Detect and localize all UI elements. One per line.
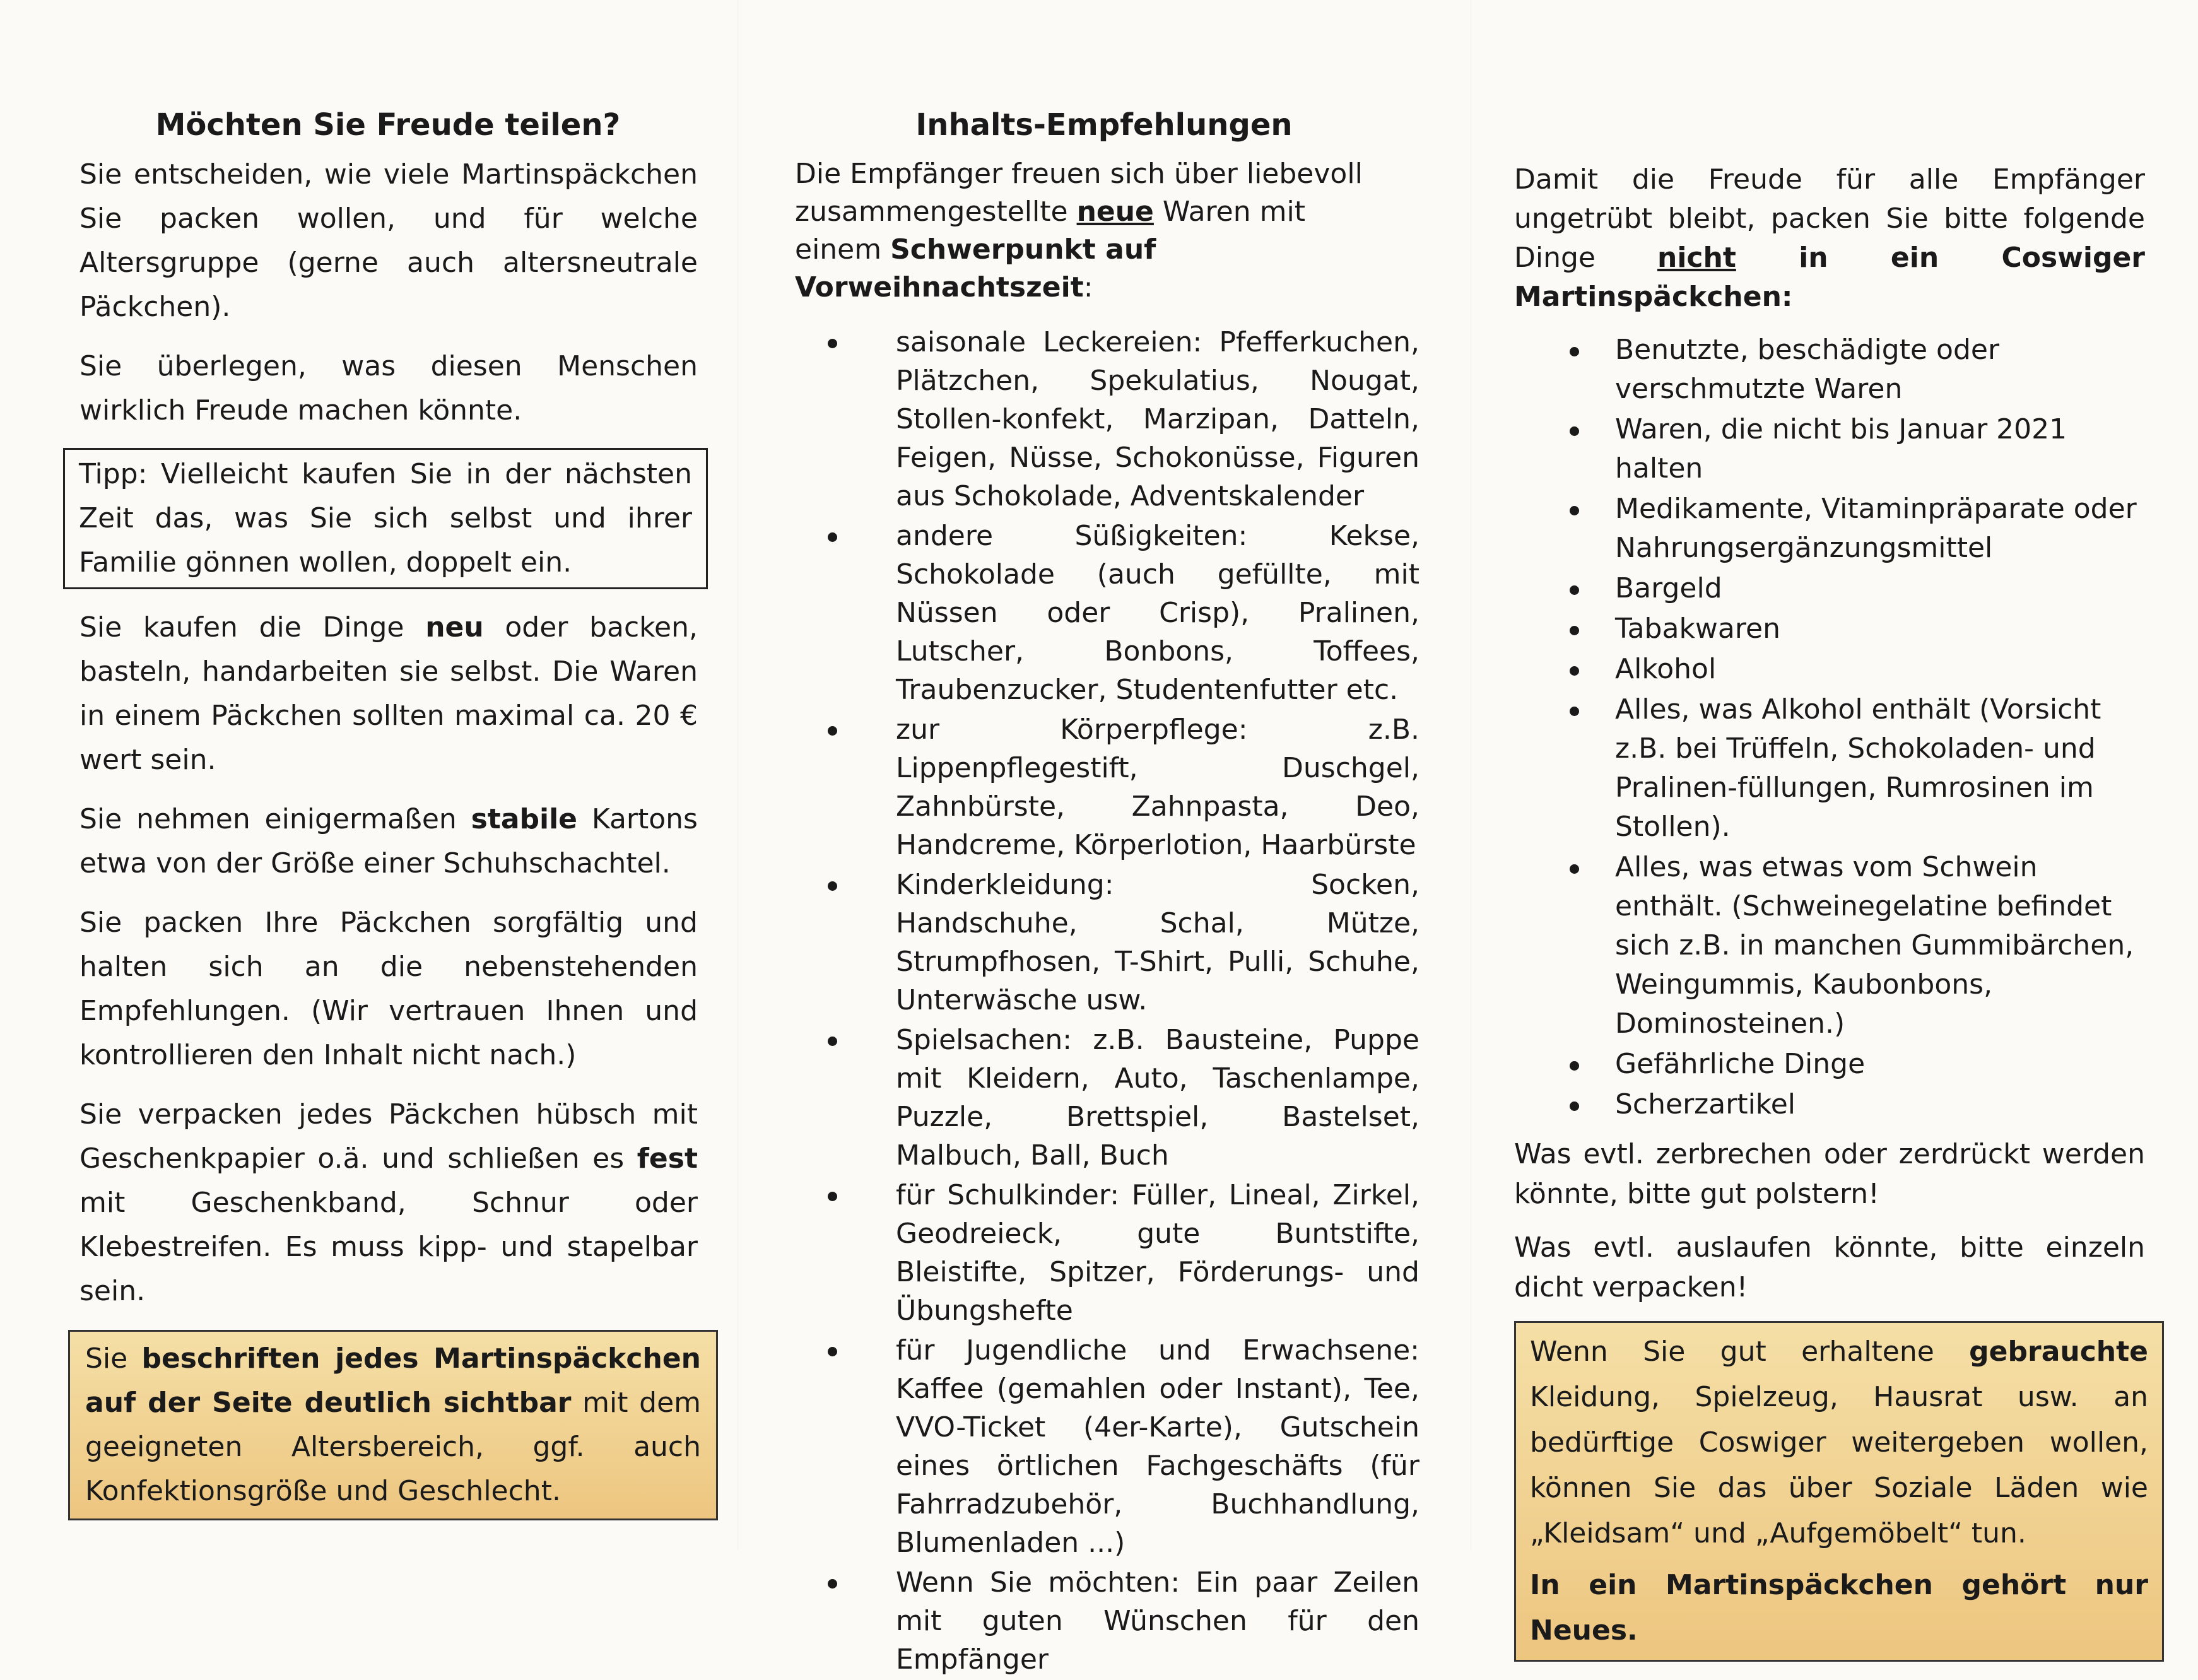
- used-goods-text: Wenn Sie gut erhaltene gebrauchte Kleidung, Spielzeug, Hausrat usw. an bedürftige Coswiger weitergeben wollen, können Sie das über Soziale Läden wie „Kleidsam“ und „Aufgemöbelt“ tun.: [1530, 1336, 2148, 1549]
- list-item: Kinderkleidung: Socken, Handschuhe, Schal, Mütze, Strumpfhosen, T-Shirt, Pulli, Schuhe, Unterwäsche usw.: [821, 866, 1419, 1019]
- list-item: andere Süßigkeiten: Kekse, Schokolade (auch gefüllte, mit Nüssen oder Crisp), Pralinen, Lutscher, Bonbons, Toffees, Traubenzucker, Studentenfutter etc.: [821, 517, 1419, 709]
- list-item: zur Körperpflege: z.B. Lippenpflegestift, Duschgel, Zahnbürste, Zahnpasta, Deo, Handcreme, Körperlotion, Haarbürste: [821, 710, 1419, 864]
- panel-content-recommendations: [795, 0, 1426, 1680]
- fold-line-left: [737, 0, 739, 1550]
- list-item: Alles, was etwas vom Schwein enthält. (Schweinegelatine befindet sich z.B. in manchen Gummibärchen, Weingummis, Kaubonbons, Dominosteinen.): [1565, 848, 2151, 1043]
- only-new-statement: In ein Martinspäckchen gehört nur Neues.: [1530, 1569, 2148, 1647]
- emphasis-neue: neue: [1076, 196, 1154, 228]
- panel-title-share-joy: Möchten Sie Freude teilen?: [155, 107, 621, 143]
- paragraph-consider: Sie überlegen, was diesen Menschen wirklich Freude machen könnte.: [79, 350, 698, 426]
- exclusions-intro: Damit die Freude für alle Empfänger ungetrübt bleibt, packen Sie bitte folgende Dinge nicht in ein Coswiger Martinspäckchen:: [1514, 163, 2145, 313]
- recommendations-intro: Die Empfänger freuen sich über liebevoll zusammengestellte neue Waren mit einem Schwerpunkt auf Vorweihnachtszeit:: [795, 158, 1363, 303]
- tip-text: Tipp: Vielleicht kaufen Sie in der nächsten Zeit das, was Sie sich selbst und ihrer Familie gönnen wollen, doppelt ein.: [79, 458, 692, 579]
- paragraph-leak: Was evtl. auslaufen könnte, bitte einzeln dicht verpacken!: [1514, 1231, 2145, 1303]
- list-item: Wenn Sie möchten: Ein paar Zeilen mit guten Wünschen für den Empfänger: [821, 1563, 1419, 1679]
- list-item: saisonale Leckereien: Pfefferkuchen, Plätzchen, Spekulatius, Nougat, Stollen-konfekt, Marzipan, Datteln, Feigen, Nüsse, Schokonüsse, Figuren aus Schokolade, Adventskalender: [821, 323, 1419, 515]
- paragraph-decide: Sie entscheiden, wie viele Martinspäckchen Sie packen wollen, und für welche Altersgruppe (gerne auch altersneutrale Päckchen).: [79, 158, 698, 323]
- panel-do-not-pack: [1514, 0, 2151, 1662]
- used-goods-notice-box: [1514, 1321, 2164, 1662]
- list-item: Scherzartikel: [1565, 1085, 2151, 1124]
- list-item: für Schulkinder: Füller, Lineal, Zirkel, Geodreieck, gute Buntstifte, Bleistifte, Spitzer, Förderungs- und Übungshefte: [821, 1176, 1419, 1330]
- list-item: Waren, die nicht bis Januar 2021 halten: [1565, 410, 2151, 488]
- list-item: Spielsachen: z.B. Bausteine, Puppe mit Kleidern, Auto, Taschenlampe, Puzzle, Brettspiel, Bastelset, Malbuch, Ball, Buch: [821, 1021, 1419, 1175]
- list-item: Medikamente, Vitaminpräparate oder Nahrungsergänzungsmittel: [1565, 490, 2151, 568]
- emphasis-new: neu: [425, 611, 484, 643]
- panel-title-recommendations: Inhalts-Empfehlungen: [915, 107, 1293, 143]
- list-item: Alkohol: [1565, 650, 2151, 689]
- tip-box: [63, 448, 708, 589]
- list-item: für Jugendliche und Erwachsene: Kaffee (gemahlen oder Instant), Tee, VVO-Ticket (4er-Karte), Gutschein eines örtlichen Fachgeschäfts (für Fahrradzubehör, Buchhandlung, Blumenladen ...): [821, 1331, 1419, 1562]
- exclusion-list: [1565, 331, 2151, 1124]
- list-item: Tabakwaren: [1565, 609, 2151, 649]
- paragraph-stable-box: Sie nehmen einigermaßen stabile Kartons etwa von der Größe einer Schuhschachtel.: [79, 803, 698, 879]
- paragraph-padding: Was evtl. zerbrechen oder zerdrückt werden könnte, bitte gut polstern!: [1514, 1138, 2145, 1210]
- fold-line-right: [1470, 0, 1472, 1550]
- paragraph-pack-carefully: Sie packen Ihre Päckchen sorgfältig und halten sich an die nebenstehenden Empfehlungen. (Wir vertrauen Ihnen und kontrollieren den Inhalt nicht nach.): [79, 907, 698, 1071]
- emphasis-labeling: beschriften jedes Martinspäckchen auf der Seite deutlich sichtbar: [85, 1342, 701, 1419]
- list-item: Bargeld: [1565, 569, 2151, 608]
- emphasis-focus: Schwerpunkt auf Vorweihnachtszeit: [795, 233, 1156, 303]
- list-item: Benutzte, beschädigte oder verschmutzte Waren: [1565, 331, 2151, 409]
- emphasis-stable: stabile: [471, 803, 578, 835]
- emphasis-nicht: nicht: [1657, 242, 1736, 274]
- labeling-notice-box: [68, 1330, 718, 1520]
- list-item: Gefährliche Dinge: [1565, 1045, 2151, 1084]
- list-item: Alles, was Alkohol enthält (Vorsicht z.B. bei Trüffeln, Schokoladen- und Pralinen-füllungen, Rumrosinen im Stollen).: [1565, 690, 2151, 847]
- paragraph-buy-new: Sie kaufen die Dinge neu oder backen, basteln, handarbeiten sie selbst. Die Waren in einem Päckchen sollten maximal ca. 20 € wert sein.: [79, 611, 698, 776]
- panel-share-joy: [63, 0, 719, 1520]
- paragraph-wrap: Sie verpacken jedes Päckchen hübsch mit Geschenkpapier o.ä. und schließen es fest mit Geschenkband, Schnur oder Klebestreifen. Es muss kipp- und stapelbar sein.: [79, 1098, 698, 1307]
- emphasis-fest: fest: [637, 1143, 698, 1175]
- recommendation-list: [821, 323, 1419, 1679]
- emphasis-used: gebrauchte: [1969, 1336, 2148, 1368]
- labeling-notice-text: Sie beschriften jedes Martinspäckchen auf der Seite deutlich sichtbar mit dem geeigneten Altersbereich, ggf. auch Konfektionsgröße und Geschlecht.: [85, 1342, 702, 1507]
